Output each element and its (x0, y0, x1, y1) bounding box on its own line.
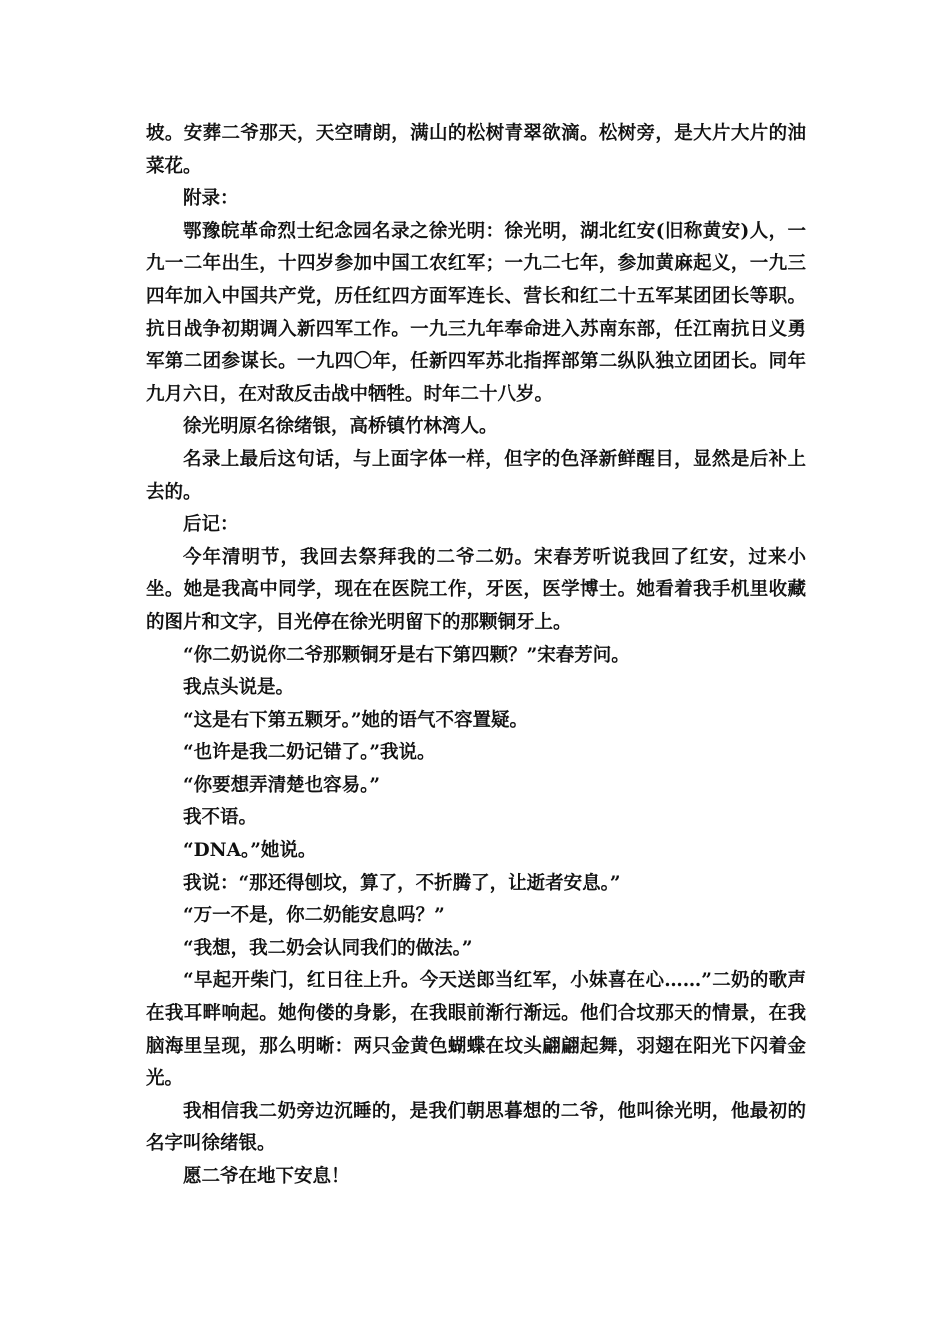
paragraph: “我想，我二奶会认同我们的做法。” (183, 937, 473, 959)
paragraph: 徐光明原名徐绪银，高桥镇竹林湾人。 (183, 416, 498, 438)
paragraph: 鄂豫皖革命烈士纪念园名录之徐光明：徐光明，湖北红安(旧称黄安)人，一九一二年出生，十四岁参加中国工农红军；一九二七年，参加黄麻起义，一九三四年加入中国共产党，历任红四方面军连长、营长和红二十五军某团团长等职。抗日战争初期调入新四军工作。一九三九年奉命进入苏南东部，任江南抗日义勇军第二团参谋长。一九四〇年，任新四军苏北指挥部第二纵队独立团团长。同年九月六日，在对敌反击战中牺牲。时年二十八岁。 (146, 220, 806, 405)
paragraph: “你要想弄清楚也容易。” (183, 774, 381, 796)
paragraph: 今年清明节，我回去祭拜我的二爷二奶。宋春芳听说我回了红安，过来小坐。她是我高中同学，现在在医院工作，牙医，医学博士。她看着我手机里收藏的图片和文字，目光停在徐光明留下的那颗铜牙上。 (146, 546, 806, 633)
paragraph: “DNA。”她说。 (183, 840, 317, 862)
paragraph: “早起开柴门，红日往上升。今天送郎当红军，小妹喜在心……”二奶的歌声在我耳畔响起。她佝偻的身影，在我眼前渐行渐远。他们合坟那天的情景，在我脑海里呈现，那么明晰：两只金黄色蝴蝶在坟头翩翩起舞，羽翅在阳光下闪着金光。 (146, 970, 806, 1090)
paragraph: 我说：“那还得刨坟，算了，不折腾了，让逝者安息。” (183, 872, 621, 894)
paragraph: “你二奶说你二爷那颗铜牙是右下第四颗？”宋春芳问。 (183, 644, 630, 666)
paragraph: “这是右下第五颗牙。”她的语气不容置疑。 (183, 709, 529, 731)
paragraph: 后记： (183, 514, 239, 536)
paragraph: 我相信我二奶旁边沉睡的，是我们朝思暮想的二爷，他叫徐光明，他最初的名字叫徐绪银。 (146, 1100, 806, 1155)
paragraph: 愿二爷在地下安息！ (183, 1166, 350, 1187)
paragraph: “万一不是，你二奶能安息吗？” (183, 905, 445, 927)
paragraph: 我点头说是。 (183, 677, 295, 699)
paragraph: 附录： (183, 188, 239, 210)
document-page (146, 118, 806, 1194)
paragraph: “也许是我二奶记错了。”我说。 (183, 742, 436, 764)
paragraph: 名录上最后这句话，与上面字体一样，但字的色泽新鲜醒目，显然是后补上去的。 (146, 448, 806, 503)
paragraph: 坡。安葬二爷那天，天空晴朗，满山的松树青翠欲滴。松树旁，是大片大片的油菜花。 (146, 123, 806, 177)
paragraph: 我不语。 (183, 807, 258, 829)
